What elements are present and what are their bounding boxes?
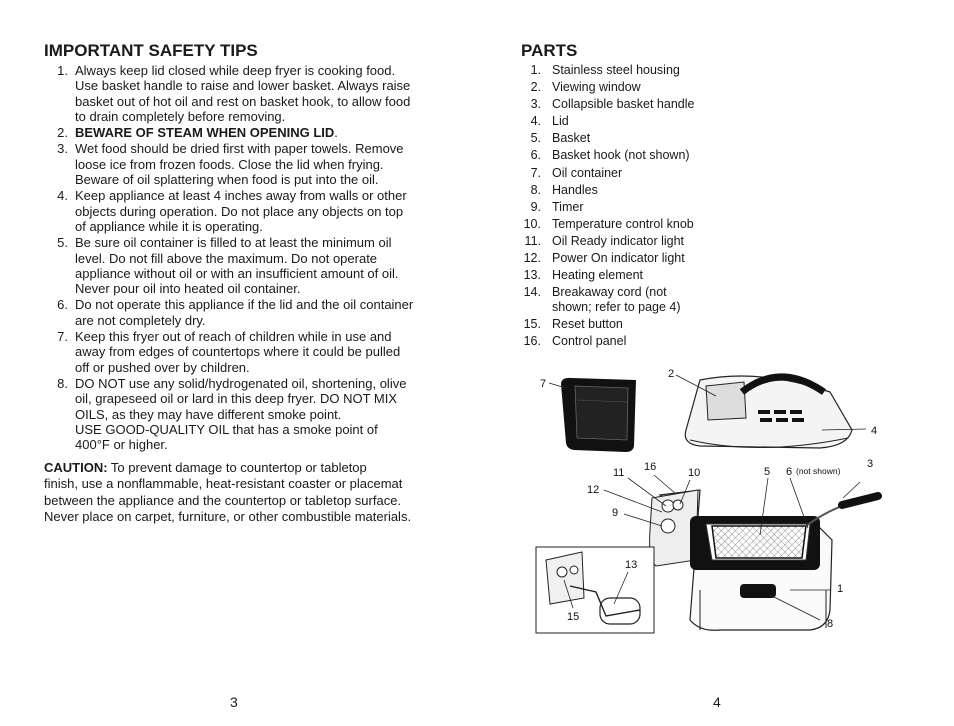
callout-7: 7 — [540, 378, 547, 390]
tip-item: 2. BEWARE OF STEAM WHEN OPENING LID. — [57, 125, 338, 141]
tip-item: 4. Keep appliance at least 4 inches away from walls or other objects during operation. Do not place any objects on top of appliance while it is operating. — [57, 188, 407, 234]
part-item: 14. Breakaway cord (not shown; refer to page 4) — [523, 285, 681, 314]
tip-item: 5. Be sure oil container is filled to at least the minimum oil level. Do not fill above the maximum. Do not operate appliance without oil or with an insufficient amount of oil. Never pour oil into heated oil container. — [57, 235, 399, 297]
callout-10: 10 — [688, 467, 701, 479]
callout-2: 2 — [668, 368, 675, 380]
callout-16: 16 — [644, 461, 657, 473]
page-number-right: 4 — [713, 694, 721, 710]
part-item: 12. Power On indicator light — [523, 251, 685, 266]
callout-9: 9 — [612, 507, 619, 519]
tip-item: 3. Wet food should be dried first with paper towels. Remove loose ice from frozen foods. Close the lid when frying. Beware of oil splattering when food is put into the oil. — [57, 141, 404, 188]
tip-item: 6. Do not operate this appliance if the lid and the oil container are not completely dry. — [57, 297, 414, 328]
safety-tips-title: IMPORTANT SAFETY TIPS — [44, 41, 258, 60]
part-item: 15. Reset button — [523, 316, 623, 331]
page-number-left: 3 — [230, 694, 238, 710]
part-item: 5. Basket — [530, 131, 591, 146]
callout-12: 12 — [587, 484, 600, 496]
callout-8: 8 — [827, 618, 834, 630]
tip-item: 7. Keep this fryer out of reach of children while in use and away from edges of countertops where it could be pulled off or pushed over by children. — [57, 329, 401, 375]
part-item: 8. Handles — [530, 182, 598, 197]
callout-4: 4 — [871, 425, 878, 437]
part-item: 6. Basket hook (not shown) — [530, 148, 690, 163]
fryer-body-illustration — [650, 490, 832, 630]
part-item: 4. Lid — [530, 114, 569, 129]
part-item: 16. Control panel — [523, 333, 627, 348]
lid-illustration — [685, 376, 852, 448]
callout-5: 5 — [764, 466, 771, 478]
part-item: 1. Stainless steel housing — [530, 63, 680, 77]
part-item: 11. Oil Ready indicator light — [524, 233, 685, 248]
callout-6: 6 — [786, 466, 793, 478]
parts-list — [521, 63, 821, 351]
callout-13: 13 — [625, 559, 638, 571]
callout-11: 11 — [613, 467, 625, 479]
part-item: 7. Oil container — [530, 165, 623, 180]
tip-item: 8. DO NOT use any solid/hydrogenated oil, shortening, olive oil, grapeseed oil or lard in this deep fryer. DO NOT MIX OILS, as they may have different smoke point. USE GOOD-QUALITY OIL that has a smoke point of 400°F or higher. — [57, 375, 407, 453]
deep-fryer-parts-diagram — [530, 360, 878, 640]
part-item: 13. Heating element — [523, 268, 644, 283]
callout-3: 3 — [867, 458, 874, 470]
part-item: 10. Temperature control knob — [523, 216, 694, 231]
tip-item: 1. Always keep lid closed while deep fryer is cooking food. Use basket handle to raise and lower basket. Always raise basket out of hot oil and rest on basket hook, to allow food to drain completely before removing. — [57, 63, 411, 124]
part-item: 3. Collapsible basket handle — [530, 97, 695, 112]
parts-title: PARTS — [521, 41, 578, 60]
safety-tips-list — [44, 63, 436, 453]
callout-15: 15 — [567, 611, 580, 623]
part-item: 9. Timer — [530, 199, 584, 214]
callout-1: 1 — [837, 583, 844, 595]
caution-paragraph: CAUTION: To prevent damage to countertop or tabletop finish, use a nonflammable, heat-resistant coaster or placemat between the appliance and the countertop or tabletop surface. Never place on carpet, furniture, or other combustible materials. — [44, 460, 412, 524]
callout-6-note: (not shown) — [796, 466, 841, 476]
basket-illustration — [712, 496, 878, 558]
oil-container-illustration — [561, 378, 636, 452]
part-item: 2. Viewing window — [530, 80, 641, 95]
